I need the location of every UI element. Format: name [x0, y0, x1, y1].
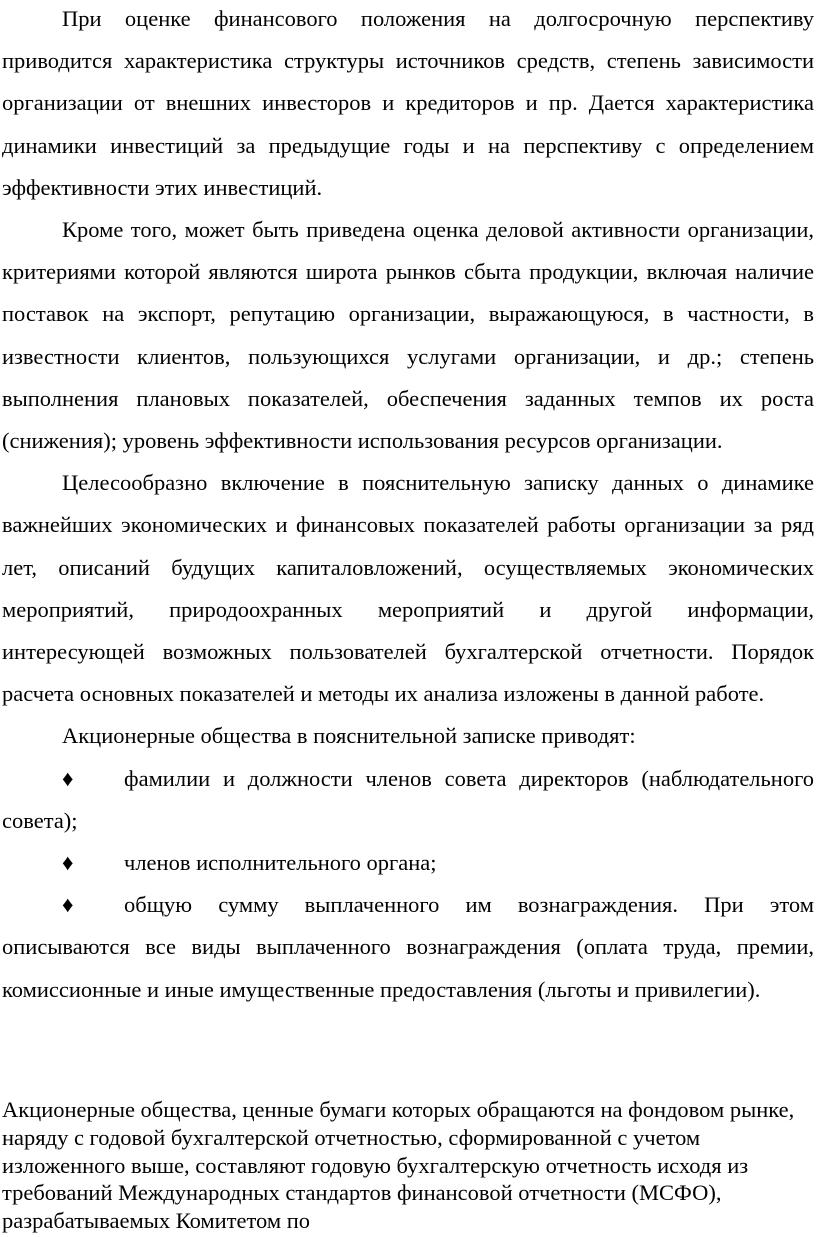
list-item	[2, 758, 814, 842]
paragraph-ifrs: Акционерные общества, ценные бумаги которых обращаются на фондовом рынке, наряду с годовой бухгалтерской отчетностью, сформированной с учетом изложенного выше, составляют годовую бухгалтерскую отчетность исходя из требований Международных стандартов финансовой отчетности (МСФО), разрабатываемых Комитетом по	[2, 1097, 795, 1234]
list-item-text: членов исполнительного органа;	[124, 850, 437, 876]
paragraph-business-activity: Кроме того, может быть приведена оценка деловой активности организации, критериями которой являются широта рынков сбыта продукции, включая наличие поставок на экспорт, репутацию организации, выражающуюся, в частности, в известности клиентов, пользующихся услугами организации, и др.; степень выполнения плановых показателей, обеспечения заданных темпов их роста (снижения); уровень эффективности использования ресурсов организации.	[2, 217, 814, 454]
list-item-text: общую сумму выплаченного им вознаграждения. При этом описываются все виды выплаченного вознаграждения (оплата труда, премии, комиссионные и иные имущественные предоставления (льготы и привилегии).	[2, 892, 814, 1002]
list-item	[2, 884, 814, 1011]
paragraph-financial-position: При оценке финансового положения на долгосрочную перспективу приводится характеристика структуры источников средств, степень зависимости организации от внешних инвесторов и кредиторов и пр. Дается характеристика динамики инвестиций за предыдущие годы и на перспективу с определением эффективности этих инвестиций.	[2, 6, 814, 200]
diamond-bullet-icon: ♦	[62, 892, 74, 918]
list-item-text: фамилии и должности членов совета директоров (наблюдательного совета);	[2, 765, 814, 833]
paragraph-dynamics-data: Целесообразно включение в пояснительную записку данных о динамике важнейших экономических и финансовых показателей работы организации за ряд лет, описаний будущих капиталовложений, осуществляемых экономических мероприятий, природоохранных мероприятий и другой информации, интересующей возможных пользователей бухгалтерской отчетности. Порядок расчета основных показателей и методы их анализа изложены в данной работе.	[2, 470, 814, 707]
diamond-bullet-icon: ♦	[62, 850, 74, 876]
diamond-bullet-icon: ♦	[62, 765, 74, 791]
list-item	[2, 842, 814, 884]
document-body	[2, 0, 814, 1011]
paragraph-jsc-intro: Акционерные общества в пояснительной записке приводят:	[62, 723, 636, 749]
